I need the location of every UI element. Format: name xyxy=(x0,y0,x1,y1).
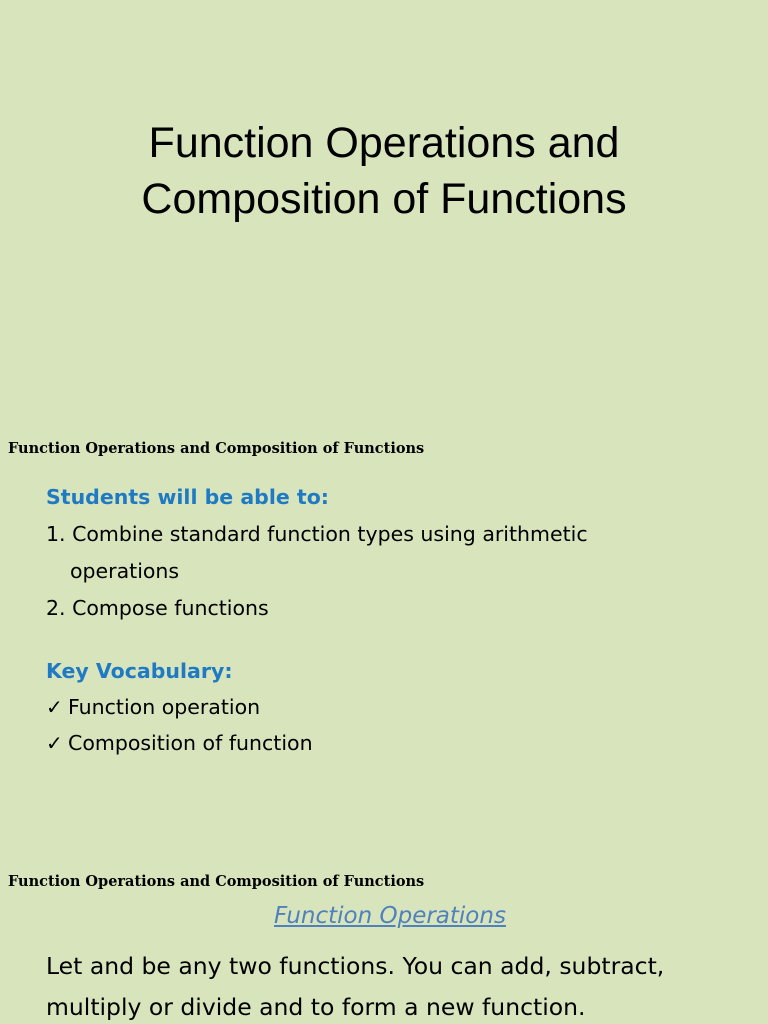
vocabulary-item xyxy=(46,731,313,755)
vocabulary-item-label: Function operation xyxy=(68,695,261,719)
checkmark-icon: ✓ xyxy=(46,695,63,719)
objective-item-1-continuation: operations xyxy=(70,559,180,583)
vocabulary-item xyxy=(46,695,260,719)
vocabulary-item-label: Composition of function xyxy=(68,731,313,755)
checkmark-icon: ✓ xyxy=(46,731,63,755)
paragraph-line-2: multiply or divide and to form a new function. xyxy=(46,993,586,1021)
objective-item-2: 2. Compose functions xyxy=(46,596,269,620)
vocabulary-heading: Key Vocabulary: xyxy=(46,659,233,683)
page-header: Function Operations and Composition of Functions xyxy=(8,440,425,457)
slide-3 xyxy=(0,850,768,1024)
slide-1 xyxy=(0,0,768,420)
paragraph-line-1: Let and be any two functions. You can add, subtract, xyxy=(46,952,665,980)
objective-item-1: 1. Combine standard function types using arithmetic xyxy=(46,522,588,546)
slide-2 xyxy=(0,420,768,850)
slide-title-line-1: Function Operations and xyxy=(148,119,620,167)
section-title: Function Operations xyxy=(274,903,506,929)
objectives-heading: Students will be able to: xyxy=(46,485,329,509)
slide-title xyxy=(0,115,768,227)
page-header: Function Operations and Composition of Functions xyxy=(8,873,425,890)
slide-title-line-2: Composition of Functions xyxy=(141,175,627,223)
